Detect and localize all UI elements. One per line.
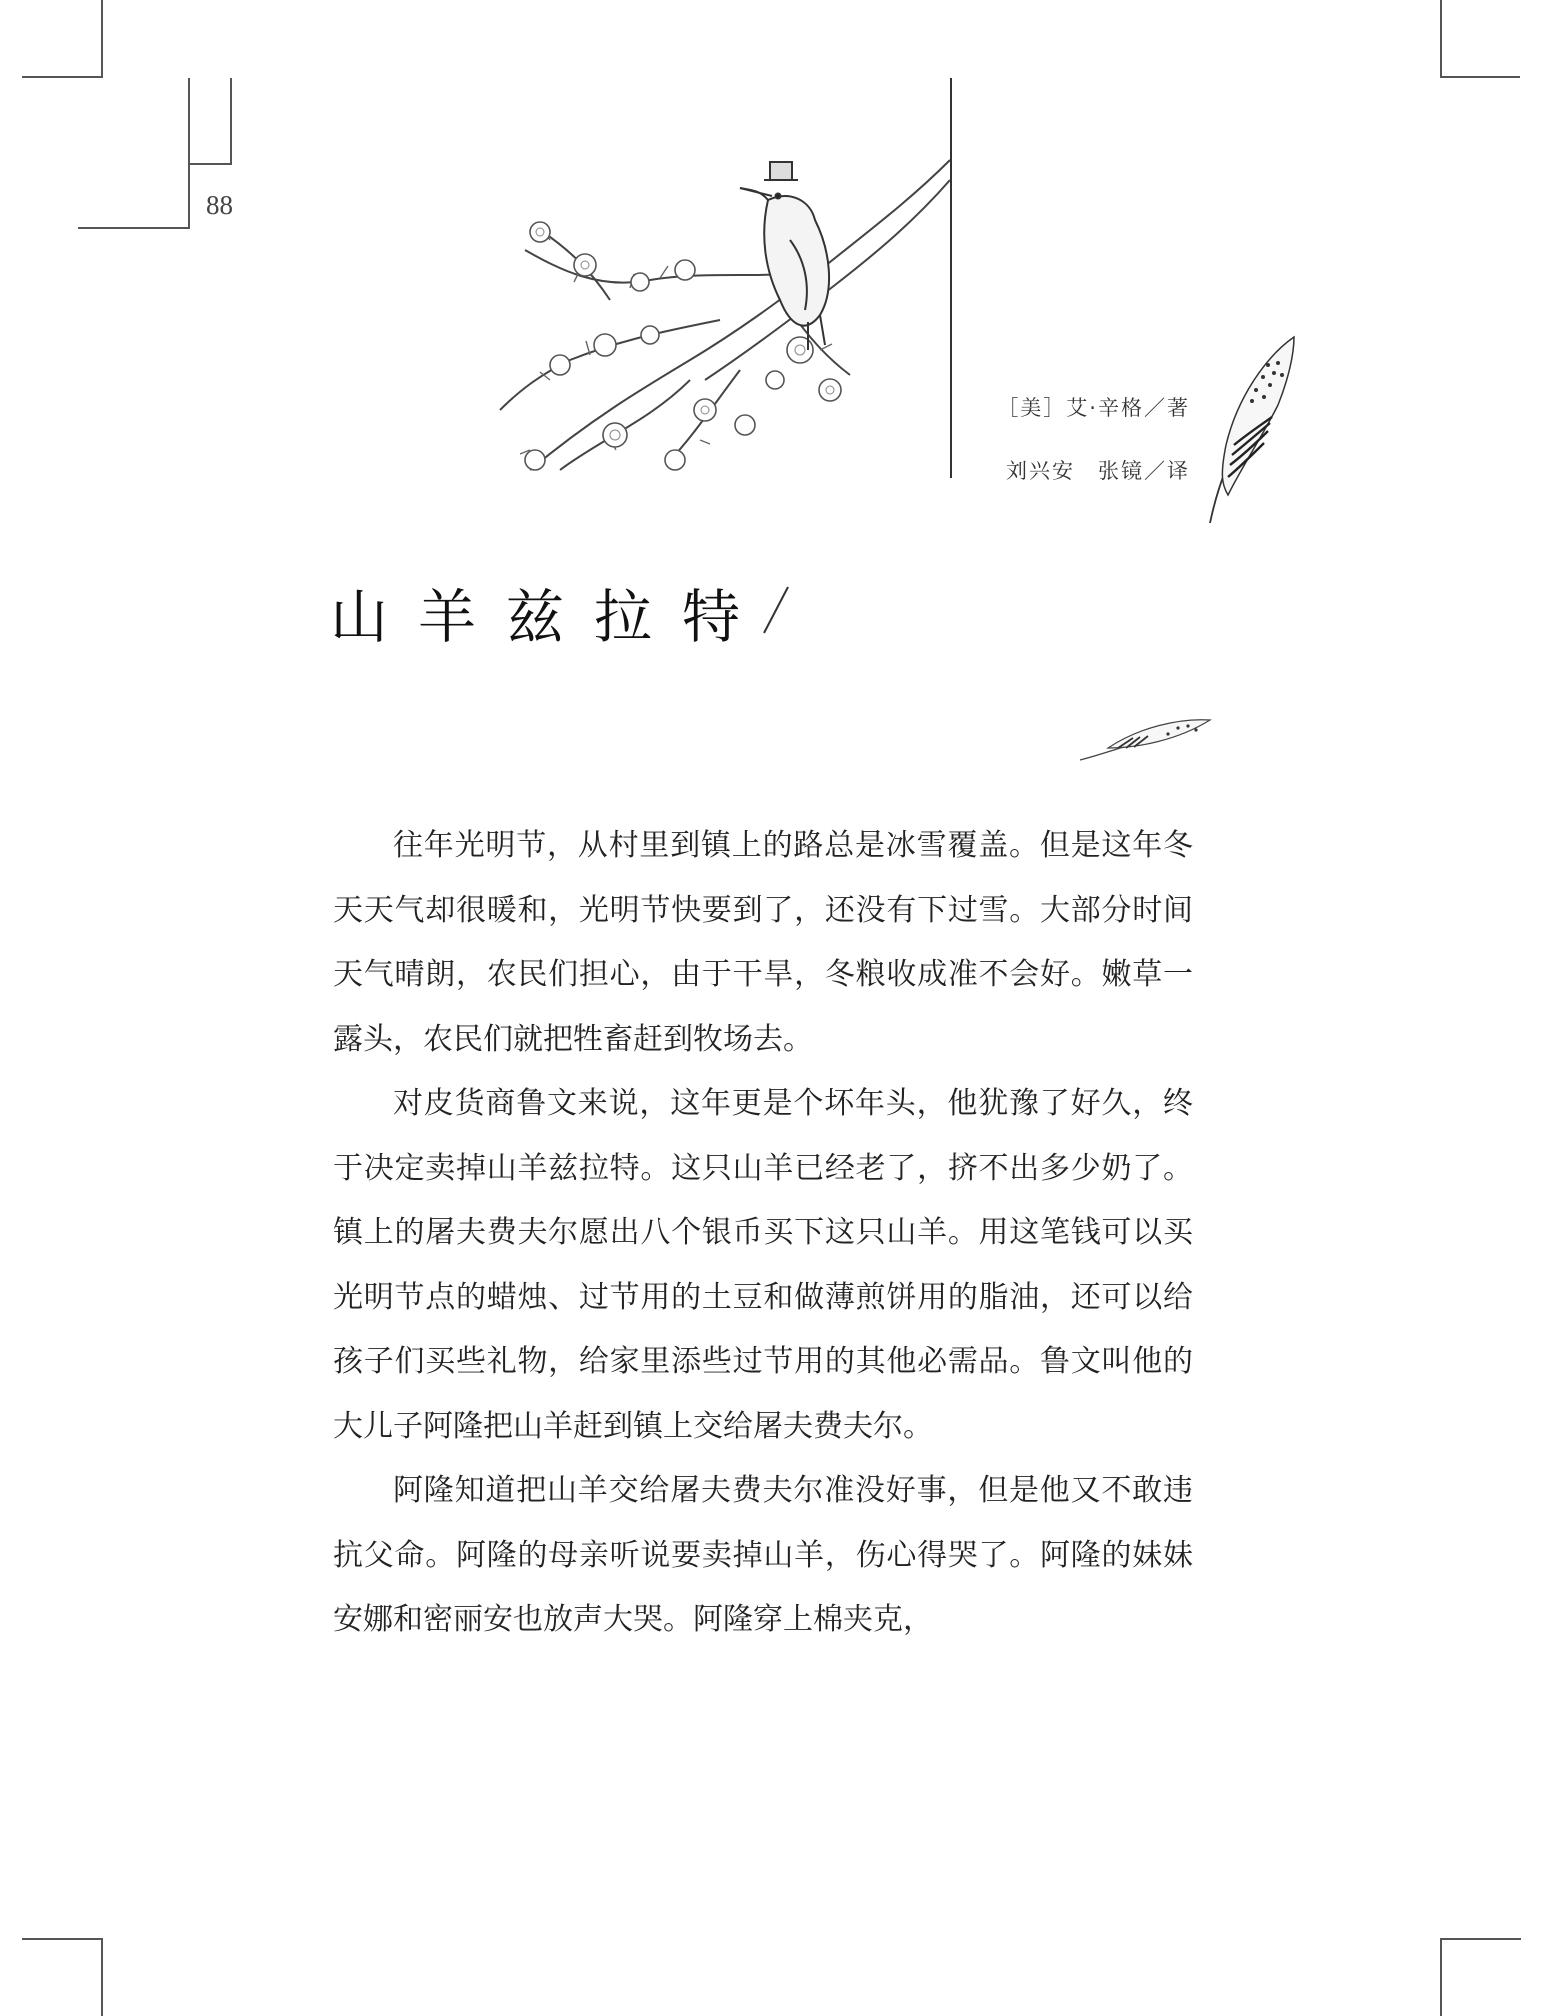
title-slash-decoration [760, 585, 790, 635]
paragraph: 对皮货商鲁文来说，这年更是个坏年头，他犹豫了好久，终于决定卖掉山羊兹拉特。这只山羊已经老了，挤不出多少奶了。镇上的屠夫费夫尔愿出八个银币买下这只山羊。用这笔钱可以买光明节点的蜡烛、过节用的土豆和做薄煎饼用的脂油，还可以给孩子们买些礼物，给家里添些过节用的其他必需品。鲁文叫他的大儿子阿隆把山羊赶到镇上交给屠夫费夫尔。 [333, 1086, 1193, 1444]
small-feather-icon [1078, 718, 1213, 763]
article-title: 山羊兹拉特 [330, 583, 771, 651]
feather-icon [1208, 335, 1298, 525]
author-credit: ［美］艾·辛格／著 [997, 396, 1190, 420]
page-number: 88 [206, 190, 233, 220]
bird-branch-illustration [490, 140, 950, 515]
paragraph: 阿隆知道把山羊交给屠夫费夫尔准没好事，但是他又不敢违抗父命。阿隆的母亲听说要卖掉山羊，伤心得哭了。阿隆的妹妹安娜和密丽安也放声大哭。阿隆穿上棉夹克， [333, 1473, 1193, 1637]
paragraph: 往年光明节，从村里到镇上的路总是冰雪覆盖。但是这年冬天天气却很暖和，光明节快要到了，还没有下过雪。大部分时间天气晴朗，农民们担心，由于干旱，冬粮收成准不会好。嫩草一露头，农民们就把牲畜赶到牧场去。 [333, 828, 1193, 1057]
header-divider [950, 78, 952, 478]
translator-credit: 刘兴安 张镜／译 [1006, 459, 1190, 483]
article-body [333, 814, 1193, 1653]
